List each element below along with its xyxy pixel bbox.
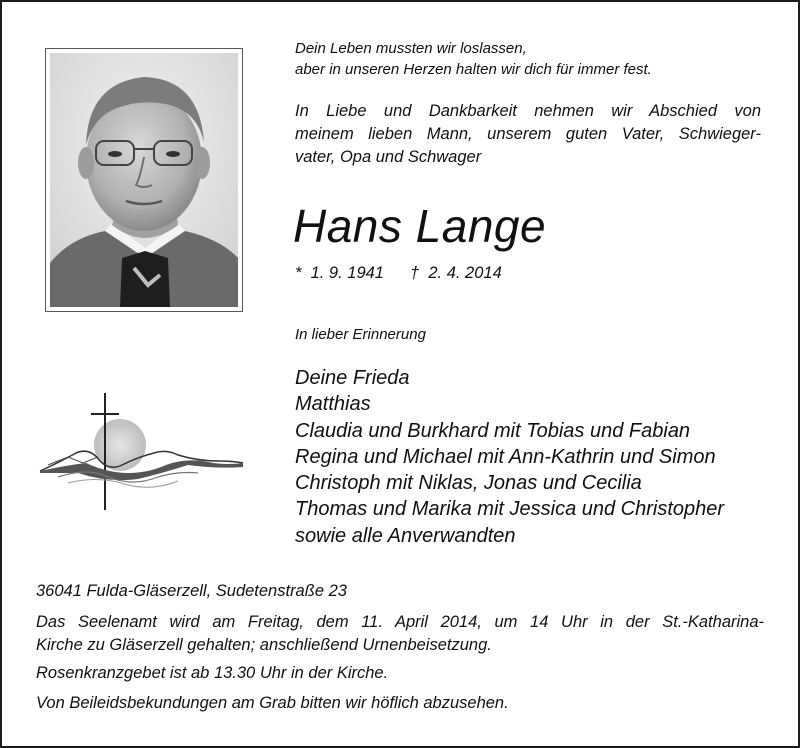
deceased-name: Hans Lange (293, 200, 547, 252)
family-line: Thomas und Marika mit Jessica und Christopher (295, 498, 725, 521)
poem (295, 38, 652, 80)
family-list (295, 365, 724, 549)
family-line: Christoph mit Niklas, Jonas und Cecilia (295, 472, 642, 495)
portrait-image (50, 53, 238, 307)
service-line-1: Das Seelenamt wird am Freitag, dem 11. April 2014, um 14 Uhr in der St.-Katharina- (36, 613, 764, 631)
intro-line-3: vater, Opa und Schwager (295, 148, 482, 166)
intro-text (295, 100, 761, 169)
poem-line-2: aber in unseren Herzen halten wir dich für immer fest. (295, 61, 652, 78)
family-line: Deine Frieda (295, 367, 410, 389)
family-line: sowie alle Anverwandten (295, 524, 516, 547)
family-line: Regina und Michael mit Ann-Kathrin und Simon (295, 445, 716, 468)
family-line: Claudia und Burkhard mit Tobias und Fabian (295, 419, 691, 442)
address: 36041 Fulda-Gläserzell, Sudetenstraße 23 (36, 582, 347, 600)
family-line: Matthias (295, 393, 371, 416)
intro-line-2: meinem lieben Mann, unserem guten Vater, Schwieger- (295, 125, 761, 143)
cross-mountain-emblem (38, 393, 248, 518)
service-info (36, 611, 764, 657)
life-dates (295, 262, 502, 284)
death-date: † 2. 4. 2014 (410, 264, 502, 282)
poem-line-1: Dein Leben mussten wir loslassen, (295, 40, 527, 57)
rosary-info: Rosenkranzgebet ist ab 13.30 Uhr in der Kirche. (36, 664, 389, 682)
condolence-note: Von Beileidsbekundungen am Grab bitten wir höflich abzusehen. (36, 694, 509, 712)
birth-date: * 1. 9. 1941 (295, 264, 384, 282)
service-line-2: Kirche zu Gläserzell gehalten; anschließend Urnenbeisetzung. (36, 636, 492, 654)
memory-label: In lieber Erinnerung (295, 326, 426, 343)
intro-line-1: In Liebe und Dankbarkeit nehmen wir Abschied von (295, 102, 761, 120)
portrait-photo (45, 48, 243, 312)
